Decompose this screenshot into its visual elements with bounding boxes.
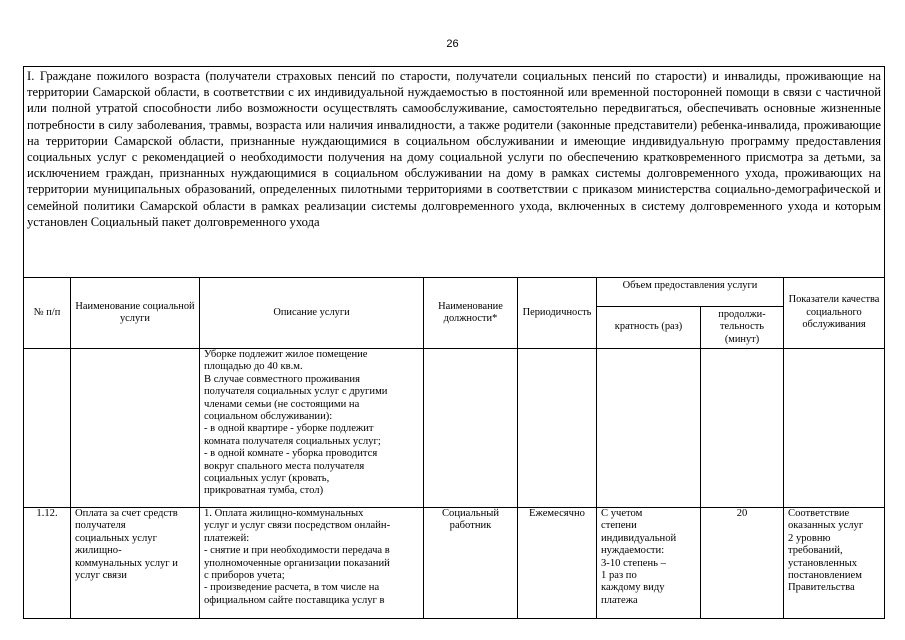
table-row: [24, 349, 885, 508]
header-quality: Показатели качества социального обслуживания: [784, 278, 885, 349]
description-cell: 1. Оплата жилищно-коммунальных услуг и услуг связи посредством онлайн- платежей: - снятие и при необходимости передача в уполномоченные организации показаний с приборов учета; - произведение расчета, в том числе на официальном сайте поставщика услуг в: [200, 508, 424, 619]
row-number: 1.12.: [24, 508, 71, 619]
periodicity-cell: Ежемесячно: [518, 508, 597, 619]
header-periodicity: Периодичность: [518, 278, 597, 349]
position-cell: Социальный работник: [424, 508, 518, 619]
header-service-name: Наименование социальной услуги: [71, 278, 200, 349]
header-frequency: кратность (раз): [597, 307, 701, 349]
quality-cell: Соответствие оказанных услуг 2 уровню требований, установленных постановлением Правительства: [784, 508, 885, 619]
header-num: № п/п: [24, 278, 71, 349]
header-description: Описание услуги: [200, 278, 424, 349]
services-table: [23, 66, 885, 619]
header-position: Наименование должности*: [424, 278, 518, 349]
table-row: [24, 508, 885, 619]
service-name-cell: Оплата за счет средств получателя социальных услуг жилищно- коммунальных услуг и услуг связи: [71, 508, 200, 619]
description-cell: Уборке подлежит жилое помещение площадью до 40 кв.м. В случае совместного проживания получателя социальных услуг с другими членами семьи (не состоящими на социальном обслуживании): - в одной квартире - уборке подлежит комната получателя социальных услуг; - в одной комнате - уборка проводится вокруг спального места получателя социальных услуг (кровать, прикроватная тумба, стол): [200, 349, 424, 508]
duration-cell: 20: [701, 508, 784, 619]
frequency-cell: С учетом степени индивидуальной нуждаемости: 3-10 степень – 1 раз по каждому виду платежа: [597, 508, 701, 619]
intro-paragraph: I. Граждане пожилого возраста (получатели страховых пенсий по старости, получатели социальных пенсий по старости) и инвалиды, проживающие на территории Самарской области, в соответствии с их индивидуальной нуждаемостью в постоянной или временной посторонней помощи в связи с частичной или полной утратой способности либо возможности осуществлять самообслуживание, самостоятельно передвигаться, обеспечивать основные жизненные потребности в силу заболевания, травмы, возраста или наличия инвалидности, а также родители (законные представители) ребенка-инвалида, проживающие на территории Самарской области, признанные нуждающимися в социальном обслуживании и имеющие индивидуальную программу предоставления социальных услуг с рекомендацией о необходимости получения на дому социальной услуги по обеспечению кратковременного присмотра за детьми, за исключением граждан, признанных нуждающимися в социальном обслуживании на дому в рамках системы долговременного ухода, проживающих на территории муниципальных образований, определенных пилотными территориями в соответствии с приказом министерства социально-демографической и семейной политики Самарской области в рамках реализации системы долговременного ухода, включенных в систему долговременного ухода и которым установлен Социальный пакет долговременного ухода: [24, 67, 885, 278]
page-number: 26: [446, 38, 459, 50]
header-volume: Объем предоставления услуги: [597, 278, 784, 307]
header-duration: продолжи-тельность (минут): [701, 307, 784, 349]
